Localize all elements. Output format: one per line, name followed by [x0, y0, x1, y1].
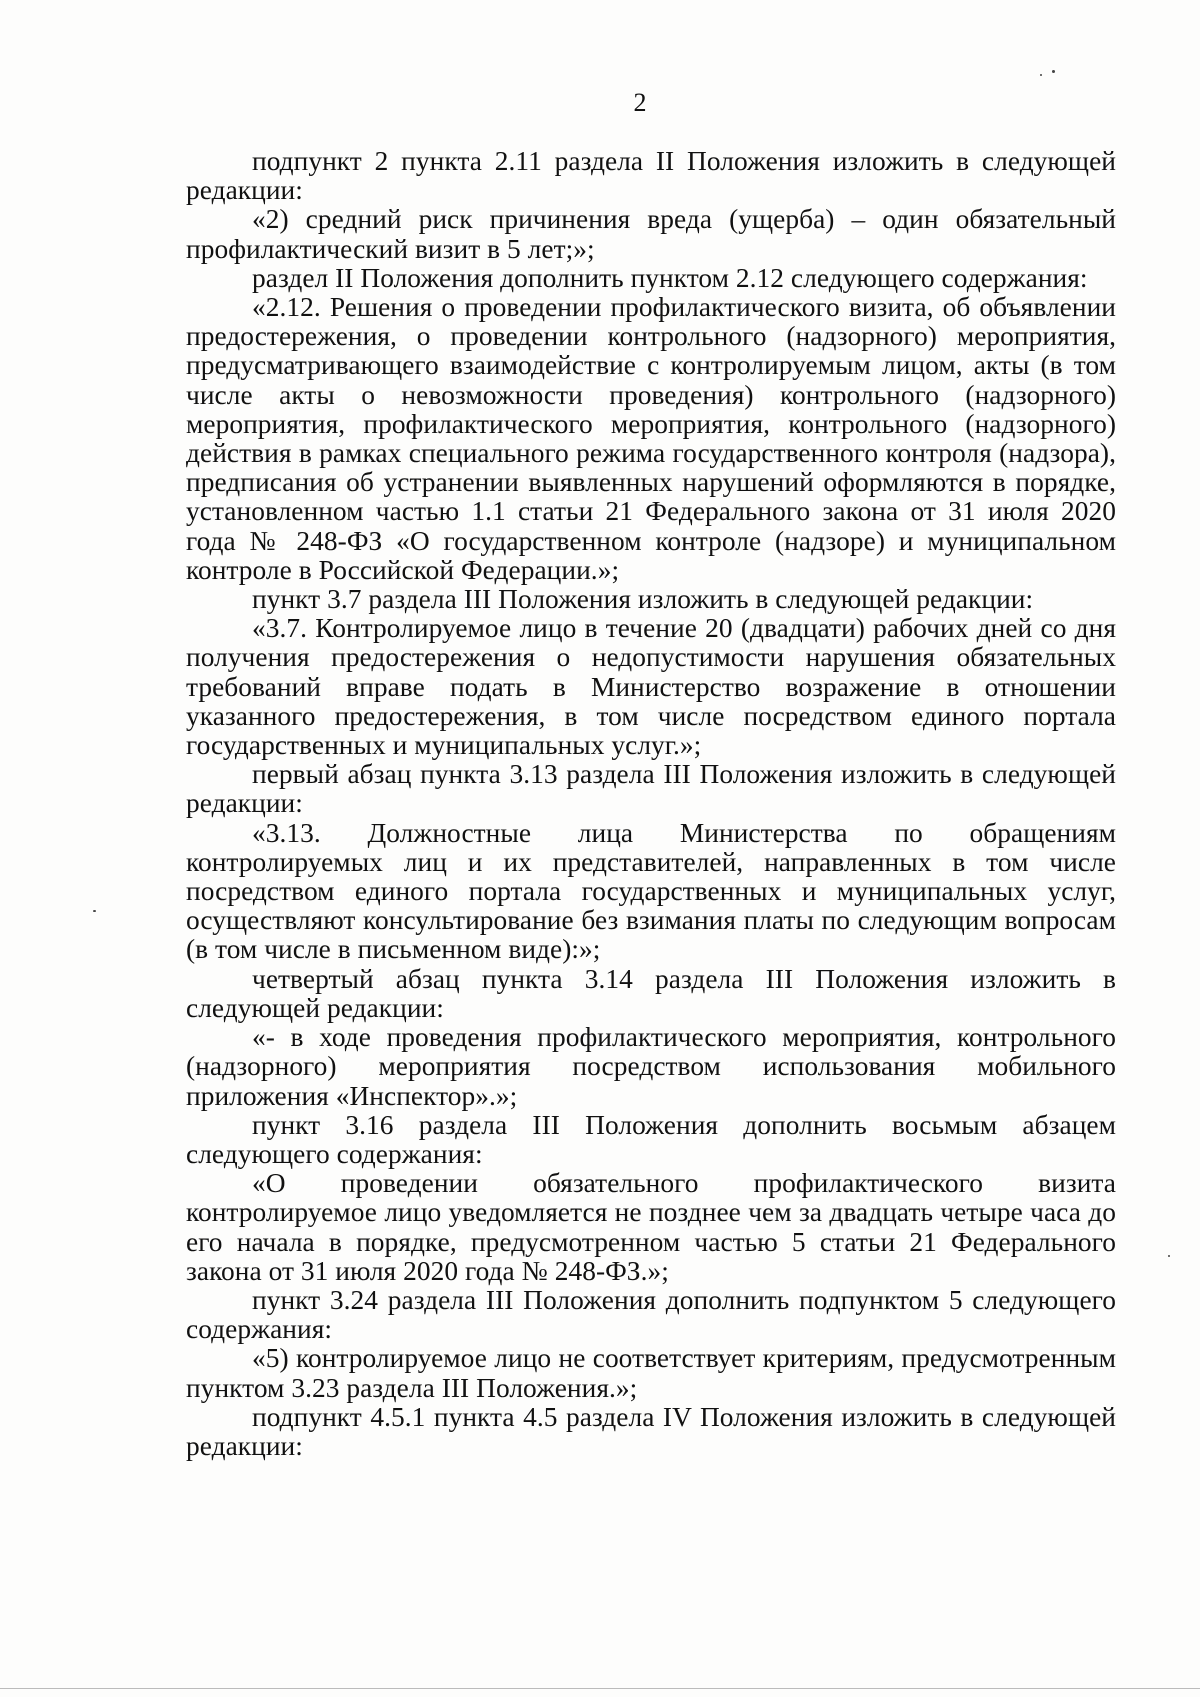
scan-speck [1040, 74, 1042, 76]
document-body [186, 147, 1116, 1461]
paragraph: пункт 3.16 раздела III Положения дополнить восьмым абзацем следующего содержания: [186, 1109, 1116, 1169]
paragraph: «3.7. Контролируемое лицо в течение 20 (двадцати) рабочих дней со дня получения предостережения о недопустимости нарушения обязательных требований вправе подать в Министерство возражение в отношении указанного предостережения, в том числе посредством единого портала государственных и муниципальных услуг.»; [186, 613, 1116, 761]
paragraph: «О проведении обязательного профилактического визита контролируемое лицо уведомляется не позднее чем за двадцать четыре часа до его начала в порядке, предусмотренном частью 5 статьи 21 Федерального закона от 31 июля 2020 года № 248-ФЗ.»; [186, 1168, 1116, 1286]
page-number: 2 [633, 88, 647, 117]
paragraph: подпункт 4.5.1 пункта 4.5 раздела IV Положения изложить в следующей редакции: [186, 1401, 1116, 1461]
paragraph: первый абзац пункта 3.13 раздела III Положения изложить в следующей редакции: [186, 759, 1116, 819]
scan-speck [1168, 1255, 1170, 1257]
scan-speck [93, 910, 96, 912]
paragraph: «3.13. Должностные лица Министерства по обращениям контролируемых лиц и их представителей, направленных в том числе посредством единого портала государственных и муниципальных услуг, осуществляют консультирование без взимания платы по следующим вопросам (в том числе в письменном виде):»; [186, 817, 1116, 965]
paragraph: пункт 3.24 раздела III Положения дополнить подпунктом 5 следующего содержания: [186, 1284, 1116, 1345]
scan-speck [1052, 70, 1055, 73]
paragraph: «2) средний риск причинения вреда (ущерба) – один обязательный профилактический визит в 5 лет;»; [186, 204, 1116, 264]
paragraph: раздел II Положения дополнить пунктом 2.12 следующего содержания: [252, 262, 1088, 293]
paragraph: подпункт 2 пункта 2.11 раздела II Положения изложить в следующей редакции: [186, 146, 1116, 206]
paragraph: четвертый абзац пункта 3.14 раздела III Положения изложить в следующей редакции: [186, 963, 1116, 1023]
scan-edge-line [0, 1688, 1200, 1689]
paragraph: «- в ходе проведения профилактического мероприятия, контрольного (надзорного) мероприятия посредством использования мобильного приложения «Инспектор».»; [186, 1022, 1116, 1111]
paragraph: «5) контролируемое лицо не соответствует критериям, предусмотренным пунктом 3.23 раздела III Положения.»; [186, 1343, 1116, 1403]
paragraph: «2.12. Решения о проведении профилактического визита, об объявлении предостережения, о проведении контрольного (надзорного) мероприятия, предусматривающего взаимодействие с контролируемым лицом, акты (в том числе акты о невозможности проведения) контрольного (надзорного) мероприятия, профилактического мероприятия, контрольного (надзорного) действия в рамках специального режима государственного контроля (надзора), предписания об устранении выявленных нарушений оформляются в порядке, установленном частью 1.1 статьи 21 Федерального закона от 31 июля 2020 года № 248-ФЗ «О государственном контроле (надзоре) и муниципальном контроле в Российской Федерации.»; [186, 292, 1116, 585]
paragraph: пункт 3.7 раздела III Положения изложить в следующей редакции: [252, 584, 1034, 615]
